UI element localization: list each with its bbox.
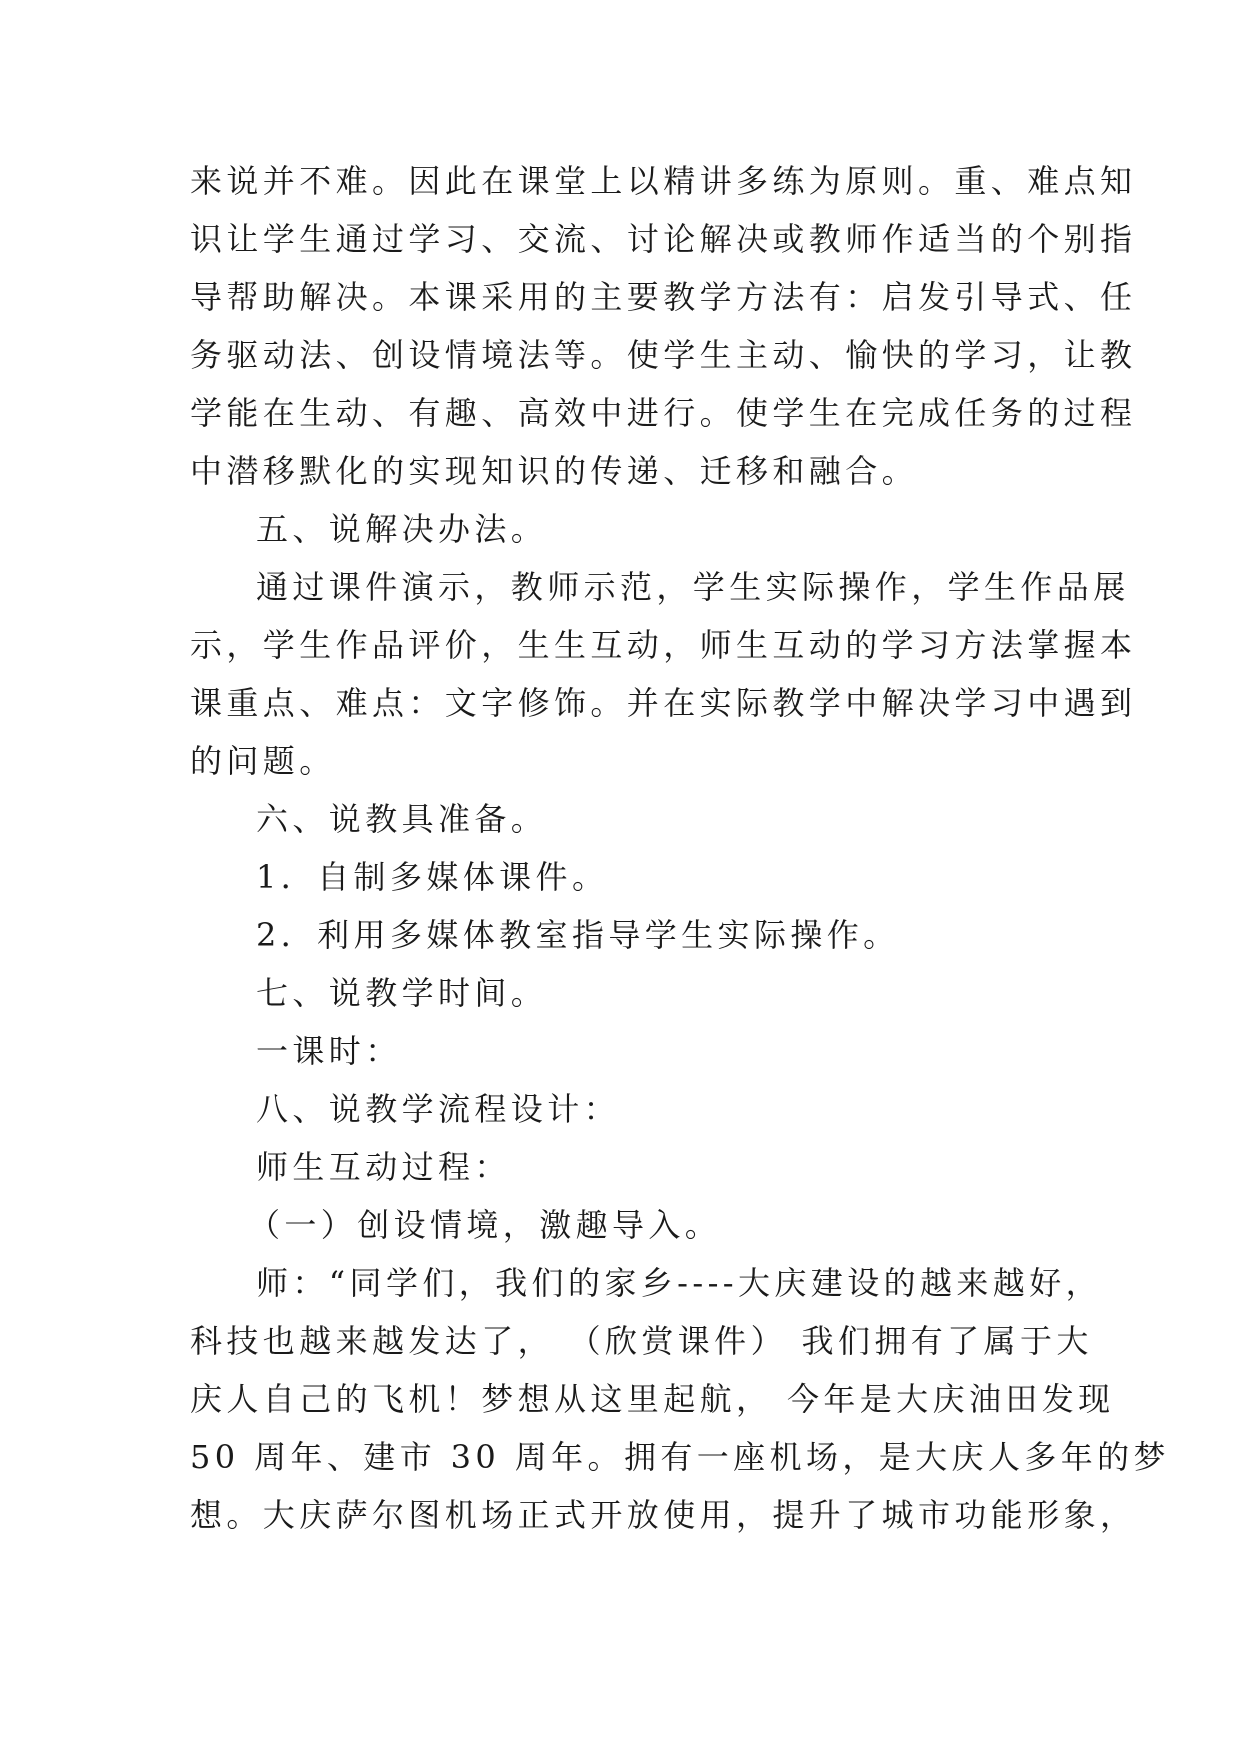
subsection-heading: （一）创设情境，激趣导入。	[248, 1206, 722, 1244]
paragraph-line: 师生互动过程：	[256, 1148, 511, 1186]
paragraph-line: 识让学生通过学习、交流、讨论解决或教师作适当的个别指	[190, 220, 1137, 258]
paragraph-line: 师：“同学们，我们的家乡----大庆建设的越来越好，	[256, 1264, 1103, 1302]
document-body	[190, 152, 1170, 1544]
paragraph-line: 一课时：	[256, 1032, 402, 1070]
paragraph-line: 来说并不难。因此在课堂上以精讲多练为原则。重、难点知	[190, 162, 1137, 200]
paragraph-line: 的问题。	[190, 742, 336, 780]
paragraph-line: 课重点、难点：文字修饰。并在实际教学中解决学习中遇到	[190, 684, 1137, 722]
section-heading: 八、说教学流程设计：	[256, 1090, 621, 1128]
section-heading: 七、说教学时间。	[256, 974, 548, 1012]
list-item: 2．利用多媒体教室指导学生实际操作。	[256, 916, 900, 954]
section-heading: 六、说教具准备。	[256, 800, 548, 838]
section-heading: 五、说解决办法。	[256, 510, 548, 548]
paragraph-line: 50 周年、建市 30 周年。拥有一座机场，是大庆人多年的梦	[190, 1438, 1170, 1476]
paragraph-line: 学能在生动、有趣、高效中进行。使学生在完成任务的过程	[190, 394, 1137, 432]
paragraph-line: 想。大庆萨尔图机场正式开放使用，提升了城市功能形象，	[190, 1496, 1137, 1534]
paragraph-line: 示，学生作品评价，生生互动，师生互动的学习方法掌握本	[190, 626, 1137, 664]
paragraph-line: 通过课件演示，教师示范，学生实际操作，学生作品展	[256, 568, 1130, 606]
paragraph-line: 中潜移默化的实现知识的传递、迁移和融合。	[190, 452, 919, 490]
paragraph-line: 科技也越来越发达了， （欣赏课件） 我们拥有了属于大	[190, 1322, 1093, 1360]
paragraph-line: 导帮助解决。本课采用的主要教学方法有：启发引导式、任	[190, 278, 1137, 316]
paragraph-line: 庆人自己的飞机！梦想从这里起航， 今年是大庆油田发现	[190, 1380, 1115, 1418]
list-item: 1．自制多媒体课件。	[256, 858, 609, 896]
paragraph-line: 务驱动法、创设情境法等。使学生主动、愉快的学习，让教	[190, 336, 1137, 374]
